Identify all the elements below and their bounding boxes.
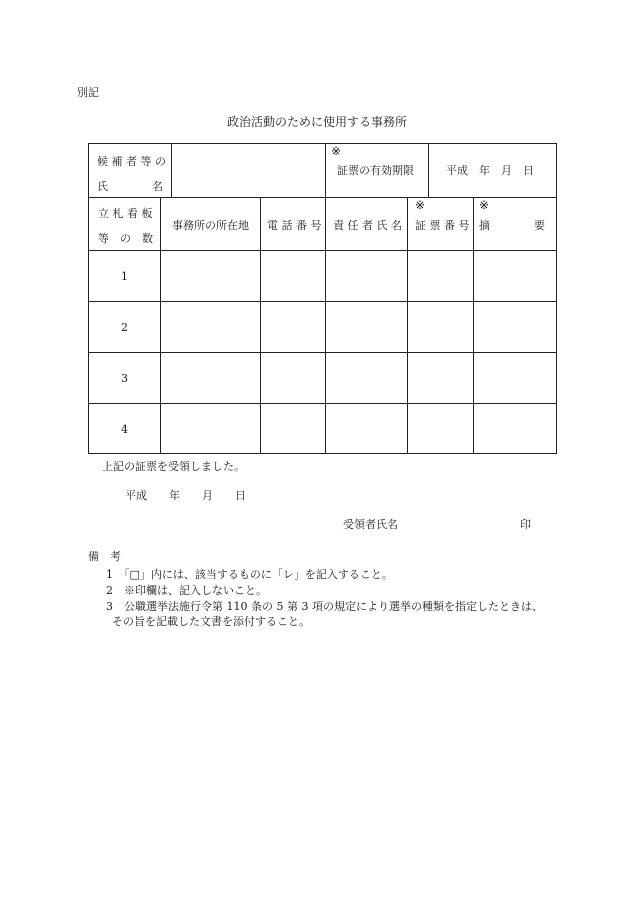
not-to-fill-mark: ※: [479, 198, 490, 212]
header-remarks: 摘 要: [479, 219, 545, 232]
col-divider: [473, 197, 474, 453]
candidate-name-label: 氏 名: [97, 180, 163, 193]
col-divider: [171, 144, 172, 197]
not-to-fill-mark: ※: [415, 198, 426, 212]
notes-title: 備 考: [88, 550, 121, 563]
row-number: 2: [121, 321, 128, 334]
candidate-name-label: 候 補 者 等 の: [97, 155, 166, 168]
note-item: 3 公職選挙法施行令第 110 条の 5 第 3 項の規定により選挙の種類を指定したときは、: [106, 600, 543, 613]
col-divider: [407, 197, 408, 453]
document-title: 政治活動のために使用する事務所: [227, 115, 408, 129]
row-number: 1: [121, 270, 128, 283]
note-item: その旨を記載した文書を添付すること。: [112, 615, 310, 628]
header-manager-name: 責 任 者 氏 名: [333, 219, 402, 232]
col-divider: [325, 144, 326, 197]
header-office-location: 事務所の所在地: [172, 219, 249, 232]
header-phone-number: 電 話 番 号: [267, 219, 322, 232]
candidate-name-field[interactable]: [183, 164, 321, 184]
header-certificate-number: 証 票 番 号: [415, 219, 470, 232]
validity-label: 証票の有効期限: [337, 164, 414, 177]
attachment-label: 別記: [77, 86, 99, 99]
col-divider: [325, 197, 326, 453]
header-signboard-count: 等 の 数: [98, 232, 153, 245]
office-form-table: [88, 143, 557, 454]
receipt-date: 平成 年 月 日: [125, 489, 246, 502]
header-signboard-count: 立 札 看 板: [98, 207, 153, 220]
col-divider: [260, 197, 261, 453]
recipient-label: 受領者氏名: [343, 518, 398, 531]
not-to-fill-mark: ※: [331, 144, 342, 158]
row-number: 3: [121, 372, 128, 385]
row-number: 4: [121, 423, 128, 436]
receipt-statement: 上記の証票を受領しました。: [102, 460, 245, 473]
validity-date: 平成 年 月 日: [446, 164, 534, 177]
note-item: 1 「□」内には、該当するものに「レ」を記入すること。: [106, 568, 393, 581]
col-divider: [160, 197, 161, 453]
note-item: 2 ※印欄は、記入しないこと。: [106, 584, 267, 597]
seal-mark: 印: [520, 518, 531, 531]
col-divider: [428, 144, 429, 197]
